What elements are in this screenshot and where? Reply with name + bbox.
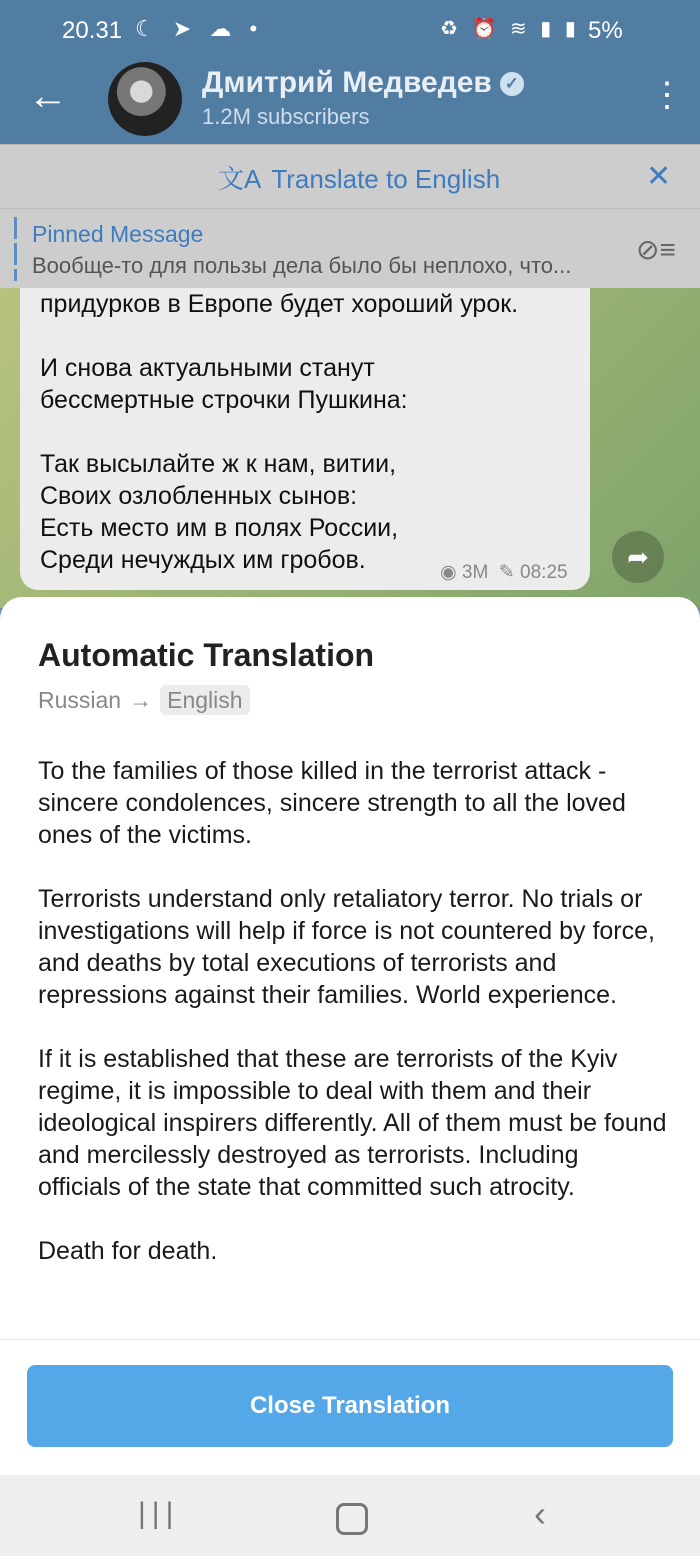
more-options-icon[interactable]: ⋮ <box>650 76 684 114</box>
notification-icons: ☾ ➤ ☁ • <box>135 16 264 41</box>
arrow-icon: → <box>129 687 153 713</box>
message-meta <box>440 561 568 584</box>
back-arrow-icon[interactable]: ← <box>28 74 68 118</box>
translation-sheet <box>0 597 700 1475</box>
pinned-title: Pinned Message <box>32 221 204 247</box>
chat-area <box>0 288 700 608</box>
target-language[interactable]: English <box>160 685 249 715</box>
chat-header <box>0 62 700 144</box>
subscriber-count: 1.2M subscribers <box>202 104 370 129</box>
eye-icon: ◉ <box>440 562 457 583</box>
verified-icon: ✓ <box>500 72 524 96</box>
translate-label: Translate to English <box>271 164 501 194</box>
close-icon[interactable]: ✕ <box>646 160 672 193</box>
translate-bar[interactable] <box>0 144 700 209</box>
source-language: Russian <box>38 687 122 713</box>
channel-name: Дмитрий Медведев <box>202 66 492 99</box>
share-icon[interactable]: ➦ <box>612 531 664 583</box>
pinned-text: Вообще-то для пользы дела было бы неплохо, что... <box>32 253 572 278</box>
translate-icon: 文A <box>218 164 262 194</box>
recents-icon[interactable]: ||| <box>138 1497 180 1530</box>
status-time: 20.31 <box>62 17 123 44</box>
system-nav-bar <box>0 1475 700 1556</box>
status-bar <box>0 0 700 62</box>
home-icon[interactable] <box>336 1503 368 1535</box>
translated-text: To the families of those killed in the terrorist attack - sincere condolences, sincere strength to all the loved ones of the victims. Terrorists understand only retaliatory terror. No trials or investigations will help if force is not countered by force, and deaths by total executions of terrorists and repressions against their families. World experience. If it is established that these are terrorists of the Kyiv regime, it is impossible to deal with them and their ideological inspirers differently. All of them must be found and mercilessly destroyed as terrorists. Including officials of the state that committed such atrocity. Death for death. <box>38 757 667 1265</box>
avatar[interactable] <box>108 62 182 136</box>
sheet-title: Automatic Translation <box>38 637 375 673</box>
pin-list-icon[interactable]: ⊘≡ <box>636 234 676 265</box>
close-translation-button[interactable]: Close Translation <box>27 1365 673 1447</box>
translate-button[interactable] <box>218 159 500 196</box>
pinned-message-bar[interactable] <box>0 208 700 289</box>
battery-level: 5% <box>588 17 623 44</box>
pinned-indicator <box>14 217 17 281</box>
channel-title[interactable] <box>202 66 524 100</box>
nav-back-icon[interactable]: ‹ <box>534 1493 546 1534</box>
message-text: придурков в Европе будет хороший урок. И снова актуальными станут бессмертные строчки Пушкина: Так высылайте ж к нам, витии, Своих озлобленных сынов: Есть место им в полях России, Среди нечуждых им гробов. <box>40 290 519 574</box>
view-count: 3M <box>461 562 489 583</box>
system-icons: ♻ ⏰ ≋ ▮ ▮ <box>440 18 580 40</box>
pin-icon: ✎ <box>493 562 515 583</box>
language-pair <box>38 687 250 714</box>
divider <box>0 1339 700 1340</box>
message-time: 08:25 <box>520 562 568 583</box>
message-bubble[interactable] <box>20 288 590 590</box>
